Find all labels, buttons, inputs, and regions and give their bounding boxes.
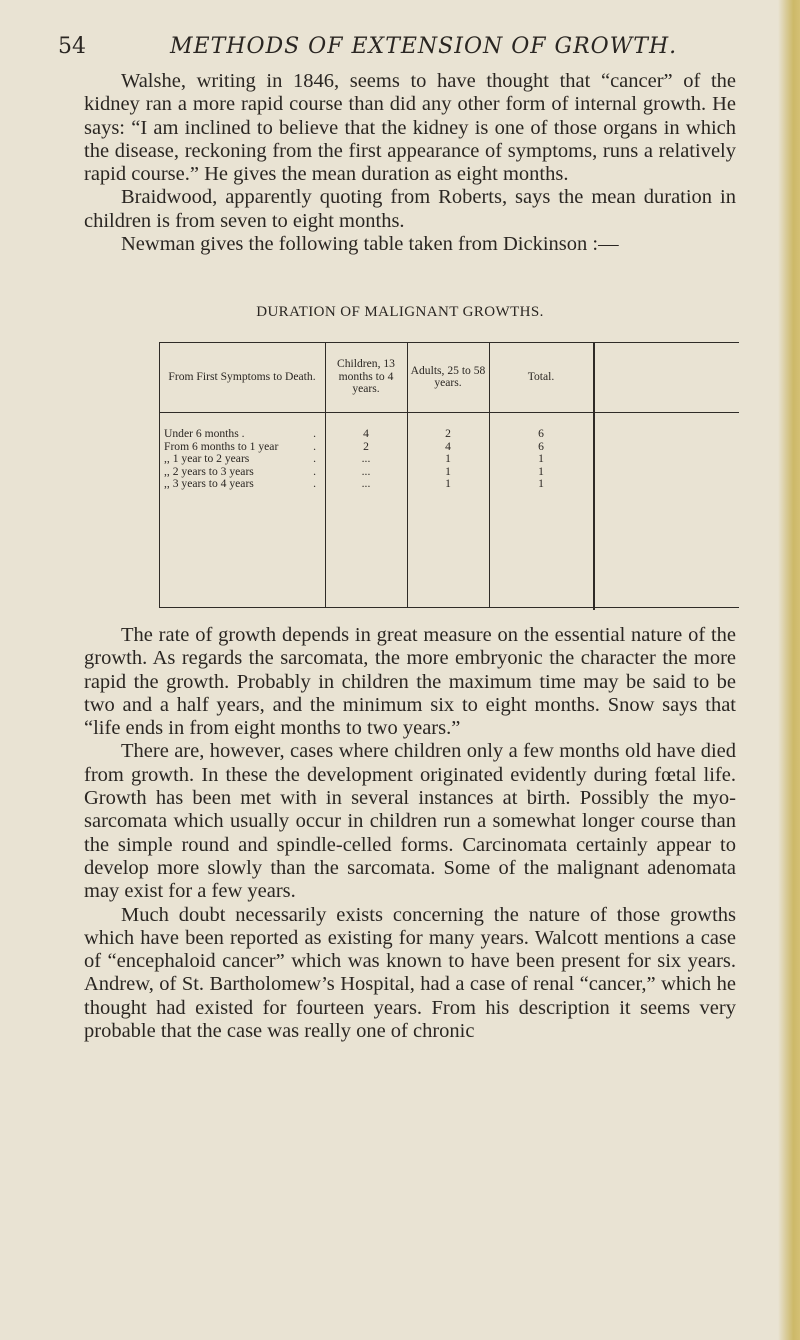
cell-adults: 1 (445, 477, 451, 491)
cell-period: From 6 months to 1 year . (164, 439, 316, 453)
paragraph-newman: Newman gives the following table taken from Dickinson :— (121, 233, 619, 256)
duration-table (159, 342, 741, 610)
cell-total: 6 (538, 427, 544, 440)
text-block-before-table (84, 70, 736, 256)
table-row (159, 478, 593, 491)
cell-adults: 1 (445, 452, 451, 466)
page-edge (778, 0, 800, 1340)
cell-total: 1 (538, 464, 544, 478)
cell-children: ... (361, 452, 371, 466)
paragraph-long-duration: Much doubt necessarily exists concerning the nature of those growths which have been reported as existing for many years. Walcott mentions a case of “encephaloid cancer” which was known to have been present for six years. Andrew, of St. Bartholomew’s Hospital, had a case of renal “cancer,” which he thought had existed for fourteen years. From his description it seems very probable that the case was really one of chronic (84, 903, 736, 1043)
table-rule-bottom (159, 607, 739, 608)
cell-total: 1 (538, 477, 544, 491)
cell-children: 4 (363, 427, 369, 440)
cell-children: ... (361, 477, 371, 491)
cell-period: ,, 2 years to 3 years . (164, 464, 316, 478)
header-total: Total. (527, 369, 555, 383)
cell-total: 1 (538, 452, 544, 466)
cell-children: 2 (363, 439, 369, 453)
cell-adults: 2 (445, 427, 451, 440)
text-block-after-table (84, 624, 736, 1043)
cell-period: ,, 1 year to 2 years . (164, 452, 316, 466)
header-adults: Adults, 25 to 58 years. (410, 363, 486, 389)
paragraph-braidwood: Braidwood, apparently quoting from Roberts, says the mean duration in children is from seven to eight months. (84, 186, 736, 232)
paragraph-children-cases: There are, however, cases where children only a few months old have died from growth. In these the development originated evidently during fœtal life. Growth has been met with in several instances at birth. Possibly the myo-sarcomata which usually occur in children run a somewhat longer course than the simple round and spindle-celled forms. Carcinomata certainly appear to develop more slowly than the sarcomata. Some of the malignant adenomata may exist for a few years. (84, 740, 736, 903)
cell-total: 6 (538, 439, 544, 453)
header-period: From First Symptoms to Death. (168, 369, 316, 383)
header-children: Children, 13 months to 4 years. (337, 357, 395, 396)
page-number: 54 (58, 34, 86, 59)
cell-children: ... (361, 464, 371, 478)
table-rule-header (159, 412, 739, 413)
running-head-title: METHODS OF EXTENSION OF GROWTH. (170, 34, 678, 59)
table-rule-right (593, 342, 595, 610)
paragraph-rate-of-growth: The rate of growth depends in great measure on the essential nature of the growth. As regards the sarcomata, the more embryonic the character the more rapid the growth. Probably in children the maximum time may be said to be two and a half years, and the minimum six to eight months. Snow says that “life ends in from eight months to two years.” (84, 624, 736, 740)
table-body (159, 428, 593, 491)
cell-period: Under 6 months . . (164, 427, 316, 440)
cell-period: ,, 3 years to 4 years . (164, 477, 316, 491)
cell-adults: 1 (445, 464, 451, 478)
table-title: DURATION OF MALIGNANT GROWTHS. (256, 304, 544, 320)
running-head (58, 34, 758, 64)
paragraph-walshe: Walshe, writing in 1846, seems to have thought that “cancer” of the kidney ran a more rapid course than did any other form of internal growth. He says: “I am inclined to believe that the kidney is one of those organs in which the disease, reckoning from the first appearance of symptoms, runs a relatively rapid course.” He gives the mean duration as eight months. (84, 70, 736, 186)
cell-adults: 4 (445, 439, 451, 453)
